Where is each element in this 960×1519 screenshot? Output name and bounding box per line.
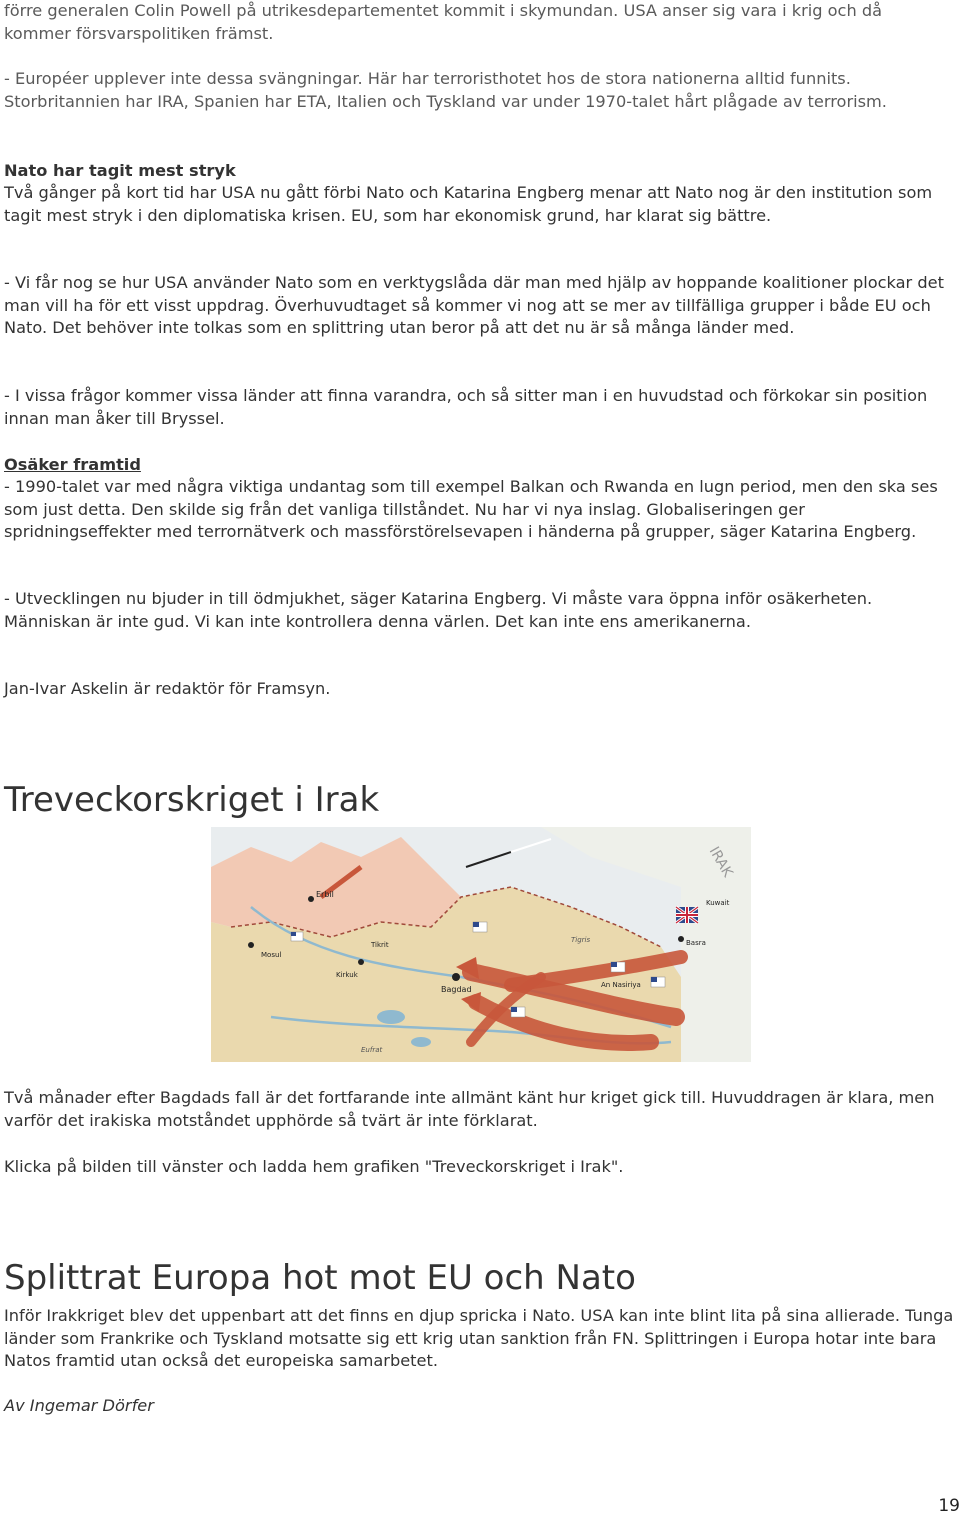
iraq-war-map-image[interactable] [211, 827, 751, 1062]
iraq-war-map-graphic[interactable] [211, 827, 751, 1062]
section-heading-framtid[interactable]: Osäker framtid [4, 455, 141, 474]
map-label-an-nasiriya: An Nasiriya [601, 981, 641, 989]
intro-paragraph-2: - Européer upplever inte dessa svängningar. Här har terroristhotet hos de stora nationerna alltid funnits. Storbritannien har IRA, Spanien har ETA, Italien och Tyskland var under 1970-talet hårt plågade av terrorism. [4, 69, 887, 111]
map-label-eufrat: Eufrat [361, 1046, 383, 1054]
map-label-tikrit: Tikrit [371, 941, 389, 949]
map-label-mosul: Mosul [261, 951, 282, 959]
map-label-kirkuk: Kirkuk [336, 971, 358, 979]
europa-paragraph-1: Inför Irakkriget blev det uppenbart att det finns en djup spricka i Nato. USA kan inte blint lita på sina allierade. Tunga länder som Frankrike och Tyskland motsatte sig ett krig utan sanktion från FN. Splittringen i Europa hotar inte bara Natos framtid utan också det europeiska samarbetet. [4, 1306, 954, 1371]
section-heading-nato: Nato har tagit mest stryk [4, 161, 236, 180]
section-title-europa: Splittrat Europa hot mot EU och Nato [4, 1258, 636, 1298]
page-number: 19 [938, 1496, 960, 1516]
map-label-irak: IRAK [705, 844, 736, 880]
map-label-kuwait: Kuwait [706, 899, 730, 907]
map-label-basra: Basra [686, 939, 706, 947]
intro-paragraph-1: förre generalen Colin Powell på utrikesdepartementet kommit i skymundan. USA anser sig vara i krig och då kommer försvarspolitiken främst. [4, 1, 883, 43]
map-label-erbil: Erbil [316, 890, 334, 899]
author-note: Jan-Ivar Askelin är redaktör för Framsyn. [4, 679, 331, 698]
map-label-tigris: Tigris [571, 936, 591, 944]
section-title-irak: Treveckorskriget i Irak [4, 780, 380, 820]
irak-paragraph-2[interactable]: Klicka på bilden till vänster och ladda hem grafiken "Treveckorskriget i Irak". [4, 1157, 624, 1176]
nato-paragraph-3: - I vissa frågor kommer vissa länder att finna varandra, och så sitter man i en huvudstad och förkokar sin position innan man åker till Bryssel. [4, 386, 928, 428]
nato-paragraph-1: Två gånger på kort tid har USA nu gått förbi Nato och Katarina Engberg menar att Nato nog är den institution som tagit mest stryk i den diplomatiska krisen. EU, som har ekonomisk grund, har klarat sig bättre. [4, 183, 933, 225]
uk-flag-icon [676, 907, 698, 923]
nato-paragraph-2: - Vi får nog se hur USA använder Nato som en verktygslåda där man med hjälp av hoppande koalitioner plockar det man vill ha för ett visst uppdrag. Överhuvudtaget så kommer vi nog att se mer av tillfälliga grupper i både EU och Nato. Det behöver inte tolkas som en splittring utan beror på att det nu är så många länder med. [4, 273, 944, 338]
europa-author: Av Ingemar Dörfer [4, 1396, 154, 1415]
irak-paragraph-1: Två månader efter Bagdads fall är det fortfarande inte allmänt känt hur kriget gick till. Huvuddragen är klara, men varför det irakiska motståndet upphörde så tvärt är inte förklarat. [4, 1088, 935, 1130]
framtid-paragraph-2: - Utvecklingen nu bjuder in till ödmjukhet, säger Katarina Engberg. Vi måste vara öppna inför osäkerheten. Människan är inte gud. Vi kan inte kontrollera denna värlen. Det kan inte ens amerikanerna. [4, 589, 873, 631]
framtid-paragraph-1: - 1990-talet var med några viktiga undantag som till exempel Balkan och Rwanda en lugn period, men den ska ses som just detta. Den skilde sig från det vanliga tillståndet. Nu har vi nya inslag. Globaliseringen ger spridningseffekter med terrornätverk och massförstörelsevapen i händerna på grupper, säger Katarina Engberg. [4, 477, 938, 542]
map-label-bagdad: Bagdad [441, 985, 472, 994]
